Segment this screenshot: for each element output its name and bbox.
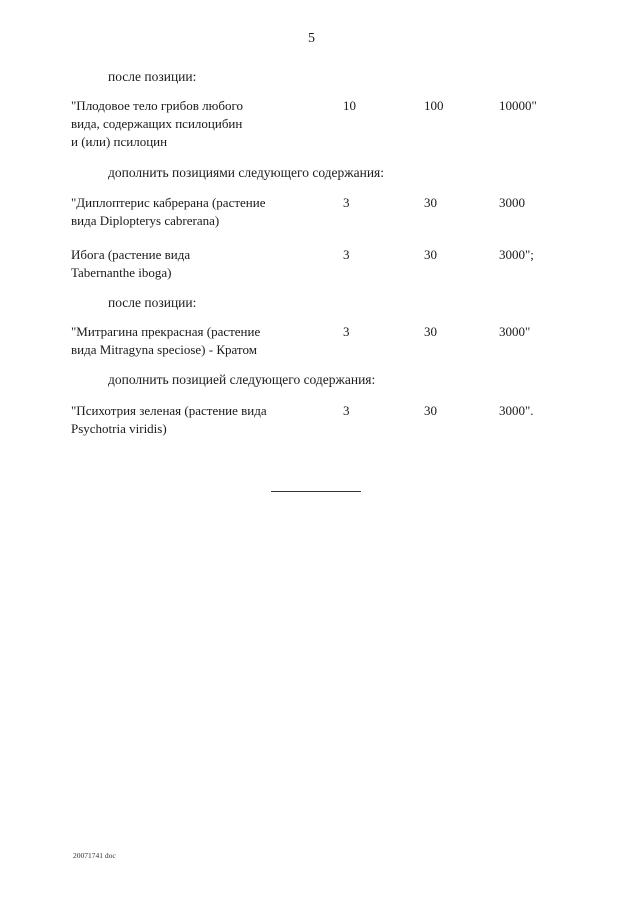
entry-name — [71, 97, 311, 151]
entry-name-line: "Плодовое тело грибов любого — [71, 98, 243, 113]
intro-add-positions: дополнить позициями следующего содержания: — [108, 165, 385, 180]
entry-name-line: Ибога (растение вида — [71, 247, 191, 262]
entry-name-line: Tabernanthe iboga) — [71, 265, 172, 280]
entry-name-line: "Митрагина прекрасная (растение — [71, 324, 261, 339]
entry-name-line: вида Mitragyna speciose) - Кратом — [71, 342, 257, 357]
entry-value-1: 3 — [343, 195, 350, 210]
entry-value-1: 3 — [343, 403, 350, 418]
entry-name — [71, 402, 311, 438]
entry-value-1: 10 — [343, 98, 356, 113]
intro-add-position: дополнить позицией следующего содержания: — [108, 372, 376, 387]
footer-filename: 20071741 doc — [73, 851, 116, 860]
entry-value-1: 3 — [343, 324, 350, 339]
entry-name — [71, 246, 311, 282]
entry-value-2: 30 — [424, 403, 437, 418]
entry-name-line: Psychotria viridis) — [71, 421, 167, 436]
entry-name-line: "Психотрия зеленая (растение вида — [71, 403, 267, 418]
intro-after-position-2: после позиции: — [108, 295, 197, 310]
intro-after-position-1: после позиции: — [108, 69, 197, 84]
entry-value-2: 30 — [424, 247, 437, 262]
entry-name-line: вида, содержащих псилоцибин — [71, 116, 243, 131]
separator-line — [271, 491, 361, 492]
entry-value-3: 3000"; — [499, 247, 534, 262]
entry-value-3: 10000" — [499, 98, 537, 113]
page-number: 5 — [308, 31, 315, 46]
entry-name-line: "Диплоптерис кабрерана (растение — [71, 195, 266, 210]
entry-value-3: 3000". — [499, 403, 534, 418]
entry-name — [71, 323, 311, 359]
entry-value-2: 30 — [424, 195, 437, 210]
entry-name-line: вида Diplopterys cabrerana) — [71, 213, 220, 228]
entry-value-3: 3000" — [499, 324, 531, 339]
entry-value-3: 3000 — [499, 195, 525, 210]
entry-name-line: и (или) псилоцин — [71, 134, 168, 149]
entry-name — [71, 194, 311, 230]
entry-value-1: 3 — [343, 247, 350, 262]
entry-value-2: 30 — [424, 324, 437, 339]
entry-value-2: 100 — [424, 98, 444, 113]
